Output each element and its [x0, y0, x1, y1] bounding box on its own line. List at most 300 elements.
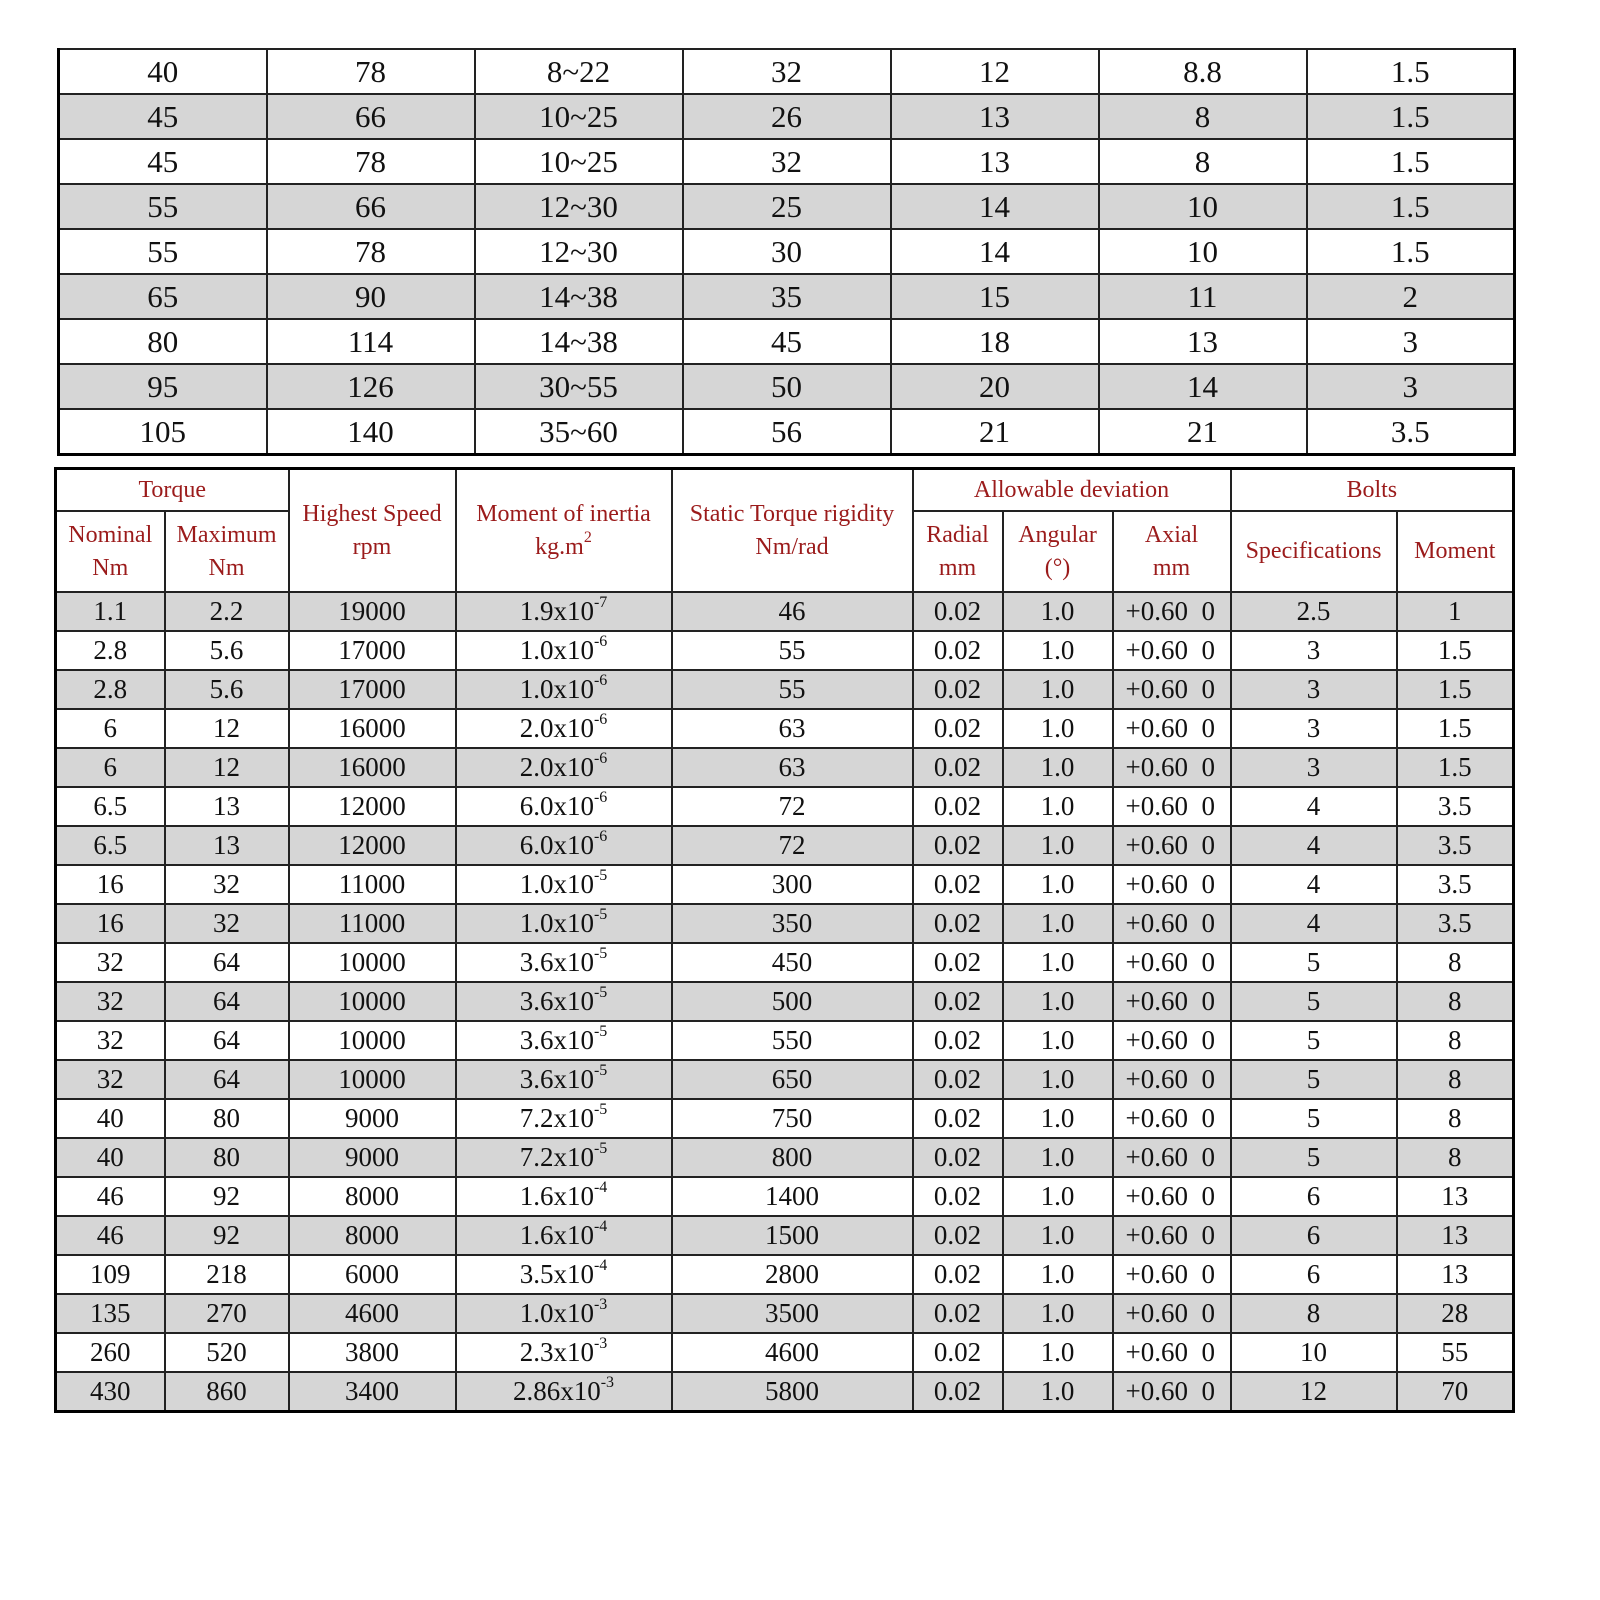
maximum-cell: 64 [165, 1060, 289, 1099]
moment-cell: 1.5 [1397, 670, 1514, 709]
table-cell: 8 [1099, 139, 1307, 184]
inertia-cell [456, 943, 672, 982]
table-cell: 126 [267, 364, 475, 409]
table-cell: 14~38 [475, 274, 683, 319]
radial-cell: 0.02 [913, 1060, 1003, 1099]
inertia-exponent: -5 [593, 1023, 608, 1040]
spec-cell: 4 [1231, 787, 1397, 826]
moment-cell: 55 [1397, 1333, 1514, 1372]
table-cell: 40 [59, 49, 267, 94]
radial-cell: 0.02 [913, 1255, 1003, 1294]
table-row [56, 670, 1514, 709]
table-cell: 11 [1099, 274, 1307, 319]
radial-cell: 0.02 [913, 904, 1003, 943]
table-cell: 50 [683, 364, 891, 409]
inertia-cell [456, 709, 672, 748]
speed-cell: 3800 [289, 1333, 456, 1372]
table-row [59, 139, 1515, 184]
table-cell: 15 [891, 274, 1099, 319]
table-row [56, 1177, 1514, 1216]
table-cell: 14 [891, 184, 1099, 229]
maximum-cell: 13 [165, 787, 289, 826]
table-cell: 10~25 [475, 94, 683, 139]
radial-header: Radial mm [913, 511, 1003, 592]
moment-cell: 3.5 [1397, 826, 1514, 865]
table-cell: 8~22 [475, 49, 683, 94]
rigidity-cell: 55 [672, 631, 913, 670]
table-cell: 35 [683, 274, 891, 319]
inertia-exponent: -6 [593, 711, 608, 728]
nominal-cell: 6.5 [56, 787, 165, 826]
inertia-cell [456, 1138, 672, 1177]
speed-cell: 17000 [289, 631, 456, 670]
spec-cell: 4 [1231, 904, 1397, 943]
maximum-cell: 520 [165, 1333, 289, 1372]
table-cell: 78 [267, 229, 475, 274]
maximum-cell: 13 [165, 826, 289, 865]
table-cell: 2 [1307, 274, 1515, 319]
inertia-cell [456, 1021, 672, 1060]
table-row [59, 94, 1515, 139]
axial-cell: +0.60 0 [1113, 787, 1231, 826]
rigidity-cell: 1500 [672, 1216, 913, 1255]
maximum-cell: 64 [165, 943, 289, 982]
moment-cell: 70 [1397, 1372, 1514, 1412]
deviation-header: Allowable deviation [913, 469, 1231, 512]
nominal-cell: 135 [56, 1294, 165, 1333]
maximum-cell: 860 [165, 1372, 289, 1412]
axial-cell: +0.60 0 [1113, 1060, 1231, 1099]
rigidity-cell: 650 [672, 1060, 913, 1099]
table-row [56, 709, 1514, 748]
table-row [59, 364, 1515, 409]
speed-cell: 11000 [289, 865, 456, 904]
angular-cell: 1.0 [1003, 1294, 1113, 1333]
rigidity-cell: 350 [672, 904, 913, 943]
inertia-exponent: -6 [593, 750, 608, 767]
radial-cell: 0.02 [913, 865, 1003, 904]
inertia-value: 1.0x10 [519, 674, 594, 704]
angular-cell: 1.0 [1003, 592, 1113, 631]
maximum-cell: 64 [165, 1021, 289, 1060]
angular-cell: 1.0 [1003, 748, 1113, 787]
angular-cell: 1.0 [1003, 1255, 1113, 1294]
nominal-cell: 32 [56, 943, 165, 982]
radial-cell: 0.02 [913, 670, 1003, 709]
table-cell: 13 [1099, 319, 1307, 364]
maximum-cell: 270 [165, 1294, 289, 1333]
table-cell: 1.5 [1307, 139, 1515, 184]
table-cell: 26 [683, 94, 891, 139]
axial-cell: +0.60 0 [1113, 748, 1231, 787]
radial-cell: 0.02 [913, 1333, 1003, 1372]
table-row [56, 865, 1514, 904]
moment-cell: 8 [1397, 1099, 1514, 1138]
speed-cell: 12000 [289, 787, 456, 826]
inertia-value: 6.0x10 [519, 830, 594, 860]
table-cell: 45 [59, 94, 267, 139]
speed-cell: 8000 [289, 1177, 456, 1216]
inertia-cell [456, 748, 672, 787]
spec-cell: 5 [1231, 1060, 1397, 1099]
axial-cell: +0.60 0 [1113, 1372, 1231, 1412]
table-cell: 35~60 [475, 409, 683, 455]
spec-table [54, 467, 1515, 1413]
inertia-exponent: -4 [593, 1257, 608, 1274]
table-row [59, 184, 1515, 229]
rigidity-cell: 72 [672, 787, 913, 826]
spec-cell: 5 [1231, 1099, 1397, 1138]
inertia-exponent: -5 [593, 945, 608, 962]
inertia-value: 1.6x10 [519, 1181, 594, 1211]
rigidity-cell: 1400 [672, 1177, 913, 1216]
inertia-value: 7.2x10 [519, 1142, 594, 1172]
radial-cell: 0.02 [913, 1021, 1003, 1060]
dimension-table [57, 48, 1516, 456]
maximum-cell: 80 [165, 1099, 289, 1138]
inertia-cell [456, 904, 672, 943]
nominal-header: Nominal Nm [56, 511, 165, 592]
table-cell: 12~30 [475, 184, 683, 229]
rigidity-cell: 46 [672, 592, 913, 631]
inertia-cell [456, 1060, 672, 1099]
speed-cell: 17000 [289, 670, 456, 709]
rigidity-cell: 450 [672, 943, 913, 982]
table-cell: 56 [683, 409, 891, 455]
rigidity-cell: 63 [672, 709, 913, 748]
inertia-cell [456, 982, 672, 1021]
table-cell: 3 [1307, 319, 1515, 364]
table-cell: 21 [891, 409, 1099, 455]
table-row [56, 1333, 1514, 1372]
angular-cell: 1.0 [1003, 1216, 1113, 1255]
spec-cell: 5 [1231, 982, 1397, 1021]
axial-cell: +0.60 0 [1113, 826, 1231, 865]
inertia-value: 1.9x10 [519, 596, 594, 626]
radial-cell: 0.02 [913, 709, 1003, 748]
table-cell: 1.5 [1307, 49, 1515, 94]
spec-cell: 6 [1231, 1177, 1397, 1216]
moment-cell: 8 [1397, 982, 1514, 1021]
rigidity-cell: 4600 [672, 1333, 913, 1372]
spec-cell: 4 [1231, 826, 1397, 865]
speed-cell: 8000 [289, 1216, 456, 1255]
inertia-value: 2.0x10 [519, 752, 594, 782]
table-row [56, 1372, 1514, 1412]
radial-cell: 0.02 [913, 631, 1003, 670]
inertia-value: 1.0x10 [519, 635, 594, 665]
angular-cell: 1.0 [1003, 1099, 1113, 1138]
inertia-exponent: -5 [593, 1101, 608, 1118]
nominal-cell: 40 [56, 1138, 165, 1177]
speed-cell: 16000 [289, 748, 456, 787]
speed-cell: 10000 [289, 1021, 456, 1060]
angular-cell: 1.0 [1003, 1333, 1113, 1372]
radial-cell: 0.02 [913, 1177, 1003, 1216]
inertia-exponent: -6 [593, 789, 608, 806]
nominal-cell: 6 [56, 709, 165, 748]
maximum-cell: 64 [165, 982, 289, 1021]
inertia-value: 7.2x10 [519, 1103, 594, 1133]
speed-cell: 10000 [289, 943, 456, 982]
table-row [56, 1216, 1514, 1255]
inertia-exponent: -6 [593, 828, 608, 845]
axial-cell: +0.60 0 [1113, 1294, 1231, 1333]
inertia-cell [456, 787, 672, 826]
axial-cell: +0.60 0 [1113, 709, 1231, 748]
axial-cell: +0.60 0 [1113, 592, 1231, 631]
angular-cell: 1.0 [1003, 670, 1113, 709]
rigidity-cell: 800 [672, 1138, 913, 1177]
spec-cell: 3 [1231, 670, 1397, 709]
radial-cell: 0.02 [913, 1138, 1003, 1177]
axial-cell: +0.60 0 [1113, 865, 1231, 904]
table-cell: 1.5 [1307, 229, 1515, 274]
table-cell: 14~38 [475, 319, 683, 364]
inertia-exponent: -7 [593, 594, 608, 611]
axial-cell: +0.60 0 [1113, 631, 1231, 670]
inertia-cell [456, 1099, 672, 1138]
inertia-value: 1.0x10 [519, 1298, 594, 1328]
maximum-header: Maximum Nm [165, 511, 289, 592]
radial-cell: 0.02 [913, 1099, 1003, 1138]
inertia-value: 1.6x10 [519, 1220, 594, 1250]
table-cell: 66 [267, 184, 475, 229]
inertia-value: 3.5x10 [519, 1259, 594, 1289]
table-cell: 78 [267, 139, 475, 184]
inertia-value: 1.0x10 [519, 908, 594, 938]
table-row [56, 748, 1514, 787]
speed-cell: 4600 [289, 1294, 456, 1333]
axial-cell: +0.60 0 [1113, 1021, 1231, 1060]
table-cell: 13 [891, 94, 1099, 139]
axial-cell: +0.60 0 [1113, 904, 1231, 943]
maximum-cell: 92 [165, 1177, 289, 1216]
table-row [59, 229, 1515, 274]
spec-cell: 3 [1231, 631, 1397, 670]
table-cell: 45 [683, 319, 891, 364]
table-cell: 140 [267, 409, 475, 455]
radial-cell: 0.02 [913, 943, 1003, 982]
table-row [56, 1138, 1514, 1177]
radial-cell: 0.02 [913, 592, 1003, 631]
table-cell: 45 [59, 139, 267, 184]
table-cell: 3.5 [1307, 409, 1515, 455]
nominal-cell: 46 [56, 1216, 165, 1255]
spec-cell: 5 [1231, 1021, 1397, 1060]
angular-cell: 1.0 [1003, 904, 1113, 943]
table-cell: 32 [683, 49, 891, 94]
table-cell: 55 [59, 184, 267, 229]
table-row [56, 1294, 1514, 1333]
inertia-exponent: -5 [593, 1062, 608, 1079]
moment-header: Moment [1397, 511, 1514, 592]
maximum-cell: 32 [165, 904, 289, 943]
rigidity-cell: 3500 [672, 1294, 913, 1333]
inertia-value: 3.6x10 [519, 1025, 594, 1055]
speed-cell: 10000 [289, 982, 456, 1021]
table-cell: 3 [1307, 364, 1515, 409]
table-row [56, 787, 1514, 826]
maximum-cell: 12 [165, 748, 289, 787]
angular-cell: 1.0 [1003, 1372, 1113, 1412]
table-row [56, 1060, 1514, 1099]
table-row [56, 904, 1514, 943]
radial-cell: 0.02 [913, 982, 1003, 1021]
speed-cell: 10000 [289, 1060, 456, 1099]
radial-cell: 0.02 [913, 826, 1003, 865]
bolts-header: Bolts [1231, 469, 1514, 512]
moment-cell: 13 [1397, 1216, 1514, 1255]
inertia-exponent: -4 [593, 1218, 608, 1235]
speed-header: Highest Speed rpm [289, 469, 456, 593]
nominal-cell: 260 [56, 1333, 165, 1372]
angular-cell: 1.0 [1003, 826, 1113, 865]
radial-cell: 0.02 [913, 1216, 1003, 1255]
axial-cell: +0.60 0 [1113, 982, 1231, 1021]
axial-cell: +0.60 0 [1113, 1255, 1231, 1294]
table-cell: 78 [267, 49, 475, 94]
table-cell: 95 [59, 364, 267, 409]
axial-cell: +0.60 0 [1113, 1333, 1231, 1372]
table-cell: 114 [267, 319, 475, 364]
table-row [59, 49, 1515, 94]
radial-cell: 0.02 [913, 1294, 1003, 1333]
table-cell: 55 [59, 229, 267, 274]
speed-cell: 16000 [289, 709, 456, 748]
angular-cell: 1.0 [1003, 1177, 1113, 1216]
inertia-exponent: -6 [593, 633, 608, 650]
table-cell: 30~55 [475, 364, 683, 409]
table-cell: 21 [1099, 409, 1307, 455]
table-cell: 10~25 [475, 139, 683, 184]
inertia-cell [456, 1372, 672, 1412]
table-cell: 65 [59, 274, 267, 319]
axial-cell: +0.60 0 [1113, 1216, 1231, 1255]
inertia-exponent: -4 [593, 1179, 608, 1196]
inertia-cell [456, 1255, 672, 1294]
rigidity-cell: 63 [672, 748, 913, 787]
spec-cell: 6 [1231, 1216, 1397, 1255]
nominal-cell: 40 [56, 1099, 165, 1138]
inertia-value: 3.6x10 [519, 947, 594, 977]
rigidity-cell: 500 [672, 982, 913, 1021]
table-cell: 10 [1099, 184, 1307, 229]
axial-cell: +0.60 0 [1113, 1138, 1231, 1177]
table-cell: 66 [267, 94, 475, 139]
spec-cell: 10 [1231, 1333, 1397, 1372]
axial-header: Axial mm [1113, 511, 1231, 592]
moment-cell: 13 [1397, 1177, 1514, 1216]
inertia-value: 6.0x10 [519, 791, 594, 821]
maximum-cell: 32 [165, 865, 289, 904]
specifications-header: Specifications [1231, 511, 1397, 592]
inertia-value: 2.86x10 [512, 1376, 601, 1406]
speed-cell: 6000 [289, 1255, 456, 1294]
inertia-exponent: -5 [593, 906, 608, 923]
inertia-cell [456, 670, 672, 709]
inertia-cell [456, 826, 672, 865]
table-cell: 1.5 [1307, 94, 1515, 139]
inertia-cell [456, 1216, 672, 1255]
spec-cell: 4 [1231, 865, 1397, 904]
rigidity-cell: 300 [672, 865, 913, 904]
angular-cell: 1.0 [1003, 631, 1113, 670]
rigidity-cell: 550 [672, 1021, 913, 1060]
table-row [56, 1021, 1514, 1060]
moment-cell: 8 [1397, 1138, 1514, 1177]
rigidity-cell: 2800 [672, 1255, 913, 1294]
table-cell: 14 [891, 229, 1099, 274]
inertia-cell [456, 865, 672, 904]
table-row [59, 274, 1515, 319]
table-cell: 32 [683, 139, 891, 184]
maximum-cell: 5.6 [165, 631, 289, 670]
table-cell: 8 [1099, 94, 1307, 139]
inertia-exponent: -5 [593, 867, 608, 884]
table-cell: 105 [59, 409, 267, 455]
speed-cell: 11000 [289, 904, 456, 943]
spec-cell: 3 [1231, 709, 1397, 748]
angular-header: Angular (°) [1003, 511, 1113, 592]
speed-cell: 3400 [289, 1372, 456, 1412]
nominal-cell: 109 [56, 1255, 165, 1294]
spec-cell: 5 [1231, 1138, 1397, 1177]
table-row [56, 1099, 1514, 1138]
moment-cell: 28 [1397, 1294, 1514, 1333]
spec-cell: 2.5 [1231, 592, 1397, 631]
nominal-cell: 16 [56, 865, 165, 904]
table-cell: 25 [683, 184, 891, 229]
moment-cell: 8 [1397, 943, 1514, 982]
inertia-cell [456, 631, 672, 670]
axial-cell: +0.60 0 [1113, 1177, 1231, 1216]
radial-cell: 0.02 [913, 787, 1003, 826]
table-row [56, 826, 1514, 865]
inertia-value: 2.3x10 [519, 1337, 594, 1367]
radial-cell: 0.02 [913, 1372, 1003, 1412]
angular-cell: 1.0 [1003, 1060, 1113, 1099]
inertia-value: 3.6x10 [519, 1064, 594, 1094]
table-cell: 10 [1099, 229, 1307, 274]
inertia-exponent: -5 [593, 984, 608, 1001]
table-cell: 18 [891, 319, 1099, 364]
table-row [56, 943, 1514, 982]
nominal-cell: 16 [56, 904, 165, 943]
table-row [56, 982, 1514, 1021]
table-cell: 80 [59, 319, 267, 364]
spec-cell: 5 [1231, 943, 1397, 982]
table-row [56, 1255, 1514, 1294]
spec-cell: 8 [1231, 1294, 1397, 1333]
speed-cell: 9000 [289, 1138, 456, 1177]
nominal-cell: 46 [56, 1177, 165, 1216]
inertia-exponent: -3 [593, 1335, 608, 1352]
nominal-cell: 2.8 [56, 631, 165, 670]
inertia-header: Moment of inertia $kg.m^2$ [456, 469, 672, 593]
inertia-cell [456, 1294, 672, 1333]
nominal-cell: 32 [56, 1060, 165, 1099]
moment-cell: 8 [1397, 1021, 1514, 1060]
spec-cell: 6 [1231, 1255, 1397, 1294]
nominal-cell: 6.5 [56, 826, 165, 865]
rigidity-cell: 750 [672, 1099, 913, 1138]
spec-cell: 3 [1231, 748, 1397, 787]
maximum-cell: 12 [165, 709, 289, 748]
angular-cell: 1.0 [1003, 982, 1113, 1021]
angular-cell: 1.0 [1003, 709, 1113, 748]
inertia-exponent: -5 [593, 1140, 608, 1157]
